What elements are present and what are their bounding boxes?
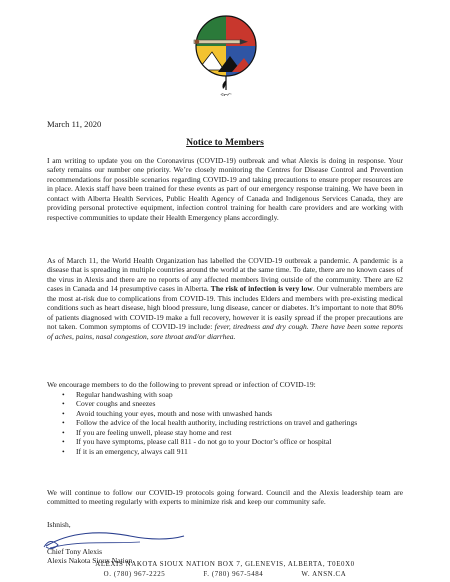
paragraph-pandemic <box>47 256 403 341</box>
letterhead-footer <box>0 560 450 579</box>
list-item: • If it is an emergency, always call 911 <box>62 447 402 456</box>
symptoms-text: fever, tiredness and dry cough. There have been some reports of aches, pains, nasal congestion, sore throat and/or diarrhea. <box>47 322 403 341</box>
list-item: • Cover coughs and sneezes <box>62 399 402 408</box>
pandemic-text-b: . Our vulnerable members are the most at-risk due to complications from COVID-19. This includes Elders and members with pre-existing medical conditions such as heart disease, high blood pressure, lung disease, cancer or diabetes. It’s important to note that 80% of patients diagnosed with COVID-19 make a full recovery, however it is easily spread if the proper precautions are not taken. Common symptoms of COVID-19 include: <box>47 284 403 332</box>
closing-salutation: Ishnish, <box>47 520 71 529</box>
list-item: • If you are feeling unwell, please stay home and rest <box>62 428 402 437</box>
signer-name: Chief Tony Alexis <box>47 547 103 556</box>
prevention-list <box>62 390 402 456</box>
footer-address: ALEXIS NAKOTA SIOUX NATION BOX 7, GLENEVIS, ALBERTA, T0E0X0 <box>95 561 355 568</box>
list-item: • If you have symptoms, please call 811 - do not go to your Doctor’s office or hospital <box>62 437 402 446</box>
list-item: • Avoid touching your eyes, mouth and nose with unwashed hands <box>62 409 402 418</box>
footer-phone: O. (780) 967-2225 <box>103 570 166 578</box>
footer-web: W. ANSN.CA <box>301 570 347 578</box>
paragraph-prevention-intro: We encourage members to do the following to prevent spread or infection of COVID-19: <box>47 380 316 389</box>
alexis-emblem-icon <box>188 10 264 102</box>
footer-contacts <box>0 570 450 580</box>
footer-fax: F. (780) 967-5484 <box>203 570 264 578</box>
signer-organization: Alexis Nakota Sioux Nation <box>47 556 133 566</box>
risk-statement: The risk of infection is very low <box>210 284 313 294</box>
list-item: • Follow the advice of the local health authority, including restrictions on travel and gatherings <box>62 418 402 427</box>
pandemic-text-a: As of March 11, the World Health Organization has labelled the COVID-19 outbreak a pandemic. A pandemic is a disease that is spreading in multiple countries around the world at the same time. To date, there are no known cases of the virus in Alexis and there are no reports of any affected members living outside of the community. There are 62 cases in Canada and 14 presumptive cases in Alberta. <box>47 256 403 294</box>
paragraph-commitment: We will continue to follow our COVID-19 protocols going forward. Council and the Alexis leadership team are committed to meeting regularly with experts to minimize risk and keep our community safe. <box>47 488 403 507</box>
svg-text:ᐊᓕᓯᐢ: ᐊᓕᓯᐢ <box>220 92 232 97</box>
list-item: • Regular handwashing with soap <box>62 390 402 399</box>
letter-title: Notice to Members <box>186 137 264 148</box>
letter-date: March 11, 2020 <box>47 119 102 129</box>
paragraph-update: I am writing to update you on the Coronavirus (COVID-19) outbreak and what Alexis is doing in response. Your safety remains our number one priority. We’re closely monitoring the Centres for Disease Control and Prevention recommendations for possible scenarios regarding COVID-19 and taking precautions to ensure proper resources are in place. Alexis staff have been trained for these events as part of our emergency response training. We have been in contact with Alberta Health Services, Public Health Agency of Canada and Indigenous Services Canada, they are providing personal protective equipment, infection control training for health care providers and are working with respective communities to update their Health Emergency plans accordingly. <box>47 156 403 222</box>
